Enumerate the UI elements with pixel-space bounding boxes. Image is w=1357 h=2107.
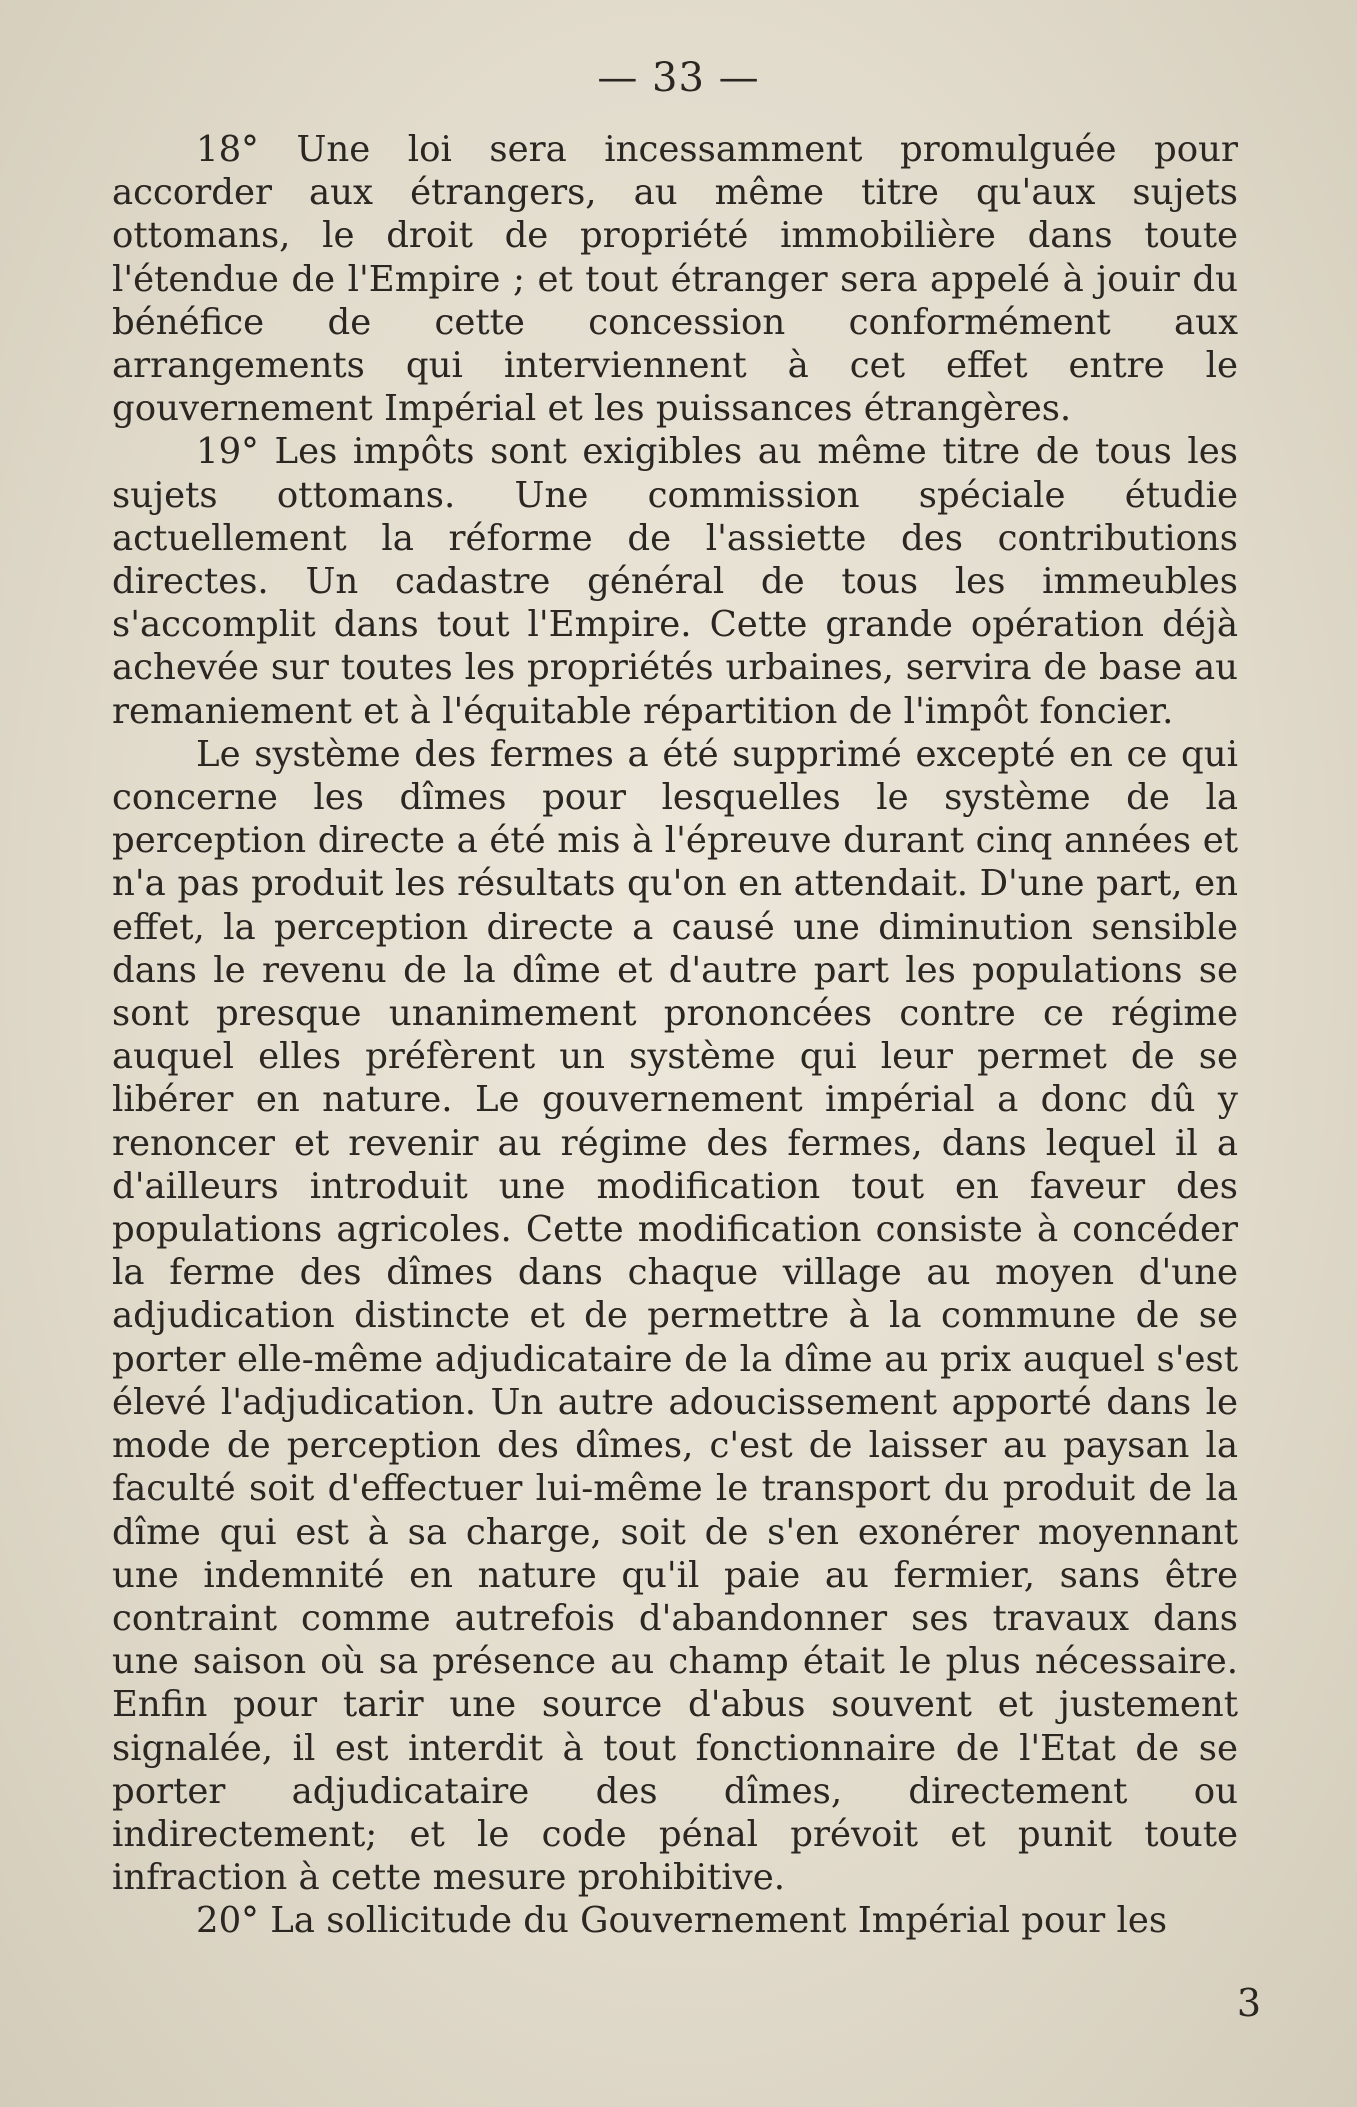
paragraph-article-18: 18° Une loi sera incessamment promulguée pour accorder aux étrangers, au même titre qu'aux sujets ottomans, le droit de propriété immobilière dans toute l'étendue de l'Empire ; et tout étranger sera appelé à jouir du bénéfice de cette concession conformément aux arrangements qui interviennent à cet effet entre le gouvernement Impérial et les puissances étrangères. xyxy=(112,129,1238,430)
paragraph-article-20: 20° La sollicitude du Gouvernement Impérial pour les xyxy=(196,1900,1168,1942)
signature-mark: 3 xyxy=(1236,1981,1261,2025)
paragraph-article-19: 19° Les impôts sont exigibles au même titre de tous les sujets ottomans. Une commission spéciale étudie actuellement la réforme de l'assiette des contributions directes. Un cadastre général de tous les immeubles s'accomplit dans tout l'Empire. Cette grande opération déjà achevée sur toutes les propriétés urbaines, servira de base au remaniement et à l'équitable répartition de l'impôt foncier. xyxy=(112,431,1238,732)
paragraph-dimes: Le système des fermes a été supprimé excepté en ce qui concerne les dîmes pour lesquelles le système de la perception directe a été mis à l'épreuve durant cinq années et n'a pas produit les résultats qu'on en attendait. D'une part, en effet, la perception directe a causé une diminution sensible dans le revenu de la dîme et d'autre part les populations se sont presque unanimement prononcées contre ce régime auquel elles préfèrent un système qui leur permet de se libérer en nature. Le gouvernement impérial a donc dû y renoncer et revenir au régime des fermes, dans lequel il a d'ailleurs introduit une modification tout en faveur des populations agricoles. Cette modification consiste à concéder la ferme des dîmes dans chaque village au moyen d'une adjudication distincte et de permettre à la commune de se porter elle-même adjudicataire de la dîme au prix auquel s'est élevé l'adjudication. Un autre adoucissement apporté dans le mode de perception des dîmes, c'est de laisser au paysan la faculté soit d'effectuer lui-même le transport du produit de la dîme qui est à sa charge, soit de s'en exonérer moyennant une indemnité en nature qu'il paie au fermier, sans être contraint comme autrefois d'abandonner ses travaux dans une saison où sa présence au champ était le plus nécessaire. Enfin pour tarir une source d'abus souvent et justement signalée, il est interdit à tout fonctionnaire de l'Etat de se porter adjudicataire des dîmes, directement ou indirectement; et le code pénal prévoit et punit toute infraction à cette mesure prohibitive. xyxy=(112,733,1238,1899)
body-text xyxy=(112,128,1238,1943)
page-number: — 33 — xyxy=(597,55,760,101)
